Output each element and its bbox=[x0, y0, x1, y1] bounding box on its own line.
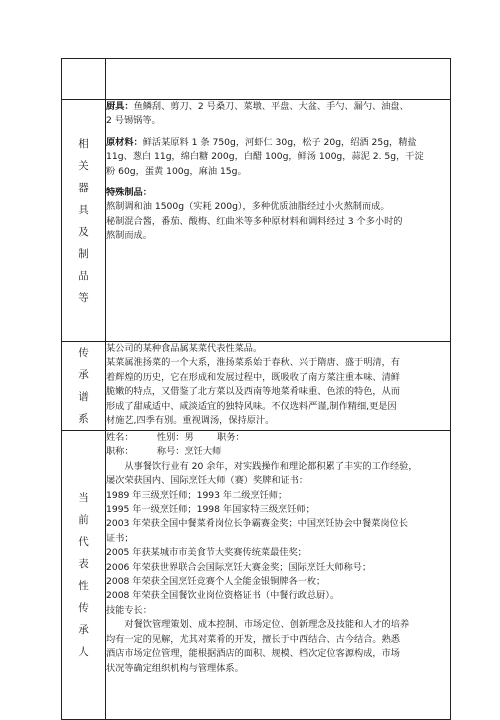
person-title-line: 职称： 称号：烹饪大师 bbox=[106, 446, 222, 458]
person-label-cell bbox=[62, 431, 106, 720]
document-table bbox=[61, 58, 451, 720]
lineage-row bbox=[62, 342, 451, 431]
lineage-line-2: 某菜属淮扬菜的一个大系，淮扬菜系始于春秋、兴于隋唐、盛于明清，有 bbox=[106, 357, 400, 369]
tools-label-cell bbox=[62, 100, 106, 342]
skills-line-1: 对餐饮管理策划、成本控制、市场定位、创新理念及技能和人才的培养 bbox=[124, 619, 410, 631]
utensils-line-1: 厨具：鱼鳞刮、剪刀、2 号桑刀、菜墩、平盘、大盆、手勺、漏勺、油盘、 bbox=[106, 101, 409, 112]
award-line: 2006 年荣获世界联合会国际烹饪大赛金奖；国际烹饪大师称号； bbox=[106, 561, 372, 573]
person-row bbox=[62, 431, 451, 720]
tools-row bbox=[62, 100, 451, 342]
lineage-label: 传 承 谱 系 bbox=[78, 347, 89, 425]
special-line-1: 熬制调和油 1500g（实耗 200g），多种优质油脂经过小火熬制而成。 bbox=[106, 201, 390, 213]
person-label: 当 前 代 表 性 传 承 人 bbox=[78, 492, 89, 658]
lineage-content bbox=[106, 342, 451, 431]
skills-line-4: 状况等确定组织机构与管理体系。 bbox=[106, 662, 244, 674]
ingredients-line-1: 原材料：鲜活某原料 1 条 750g，河虾仁 30g，松子 20g，绍酒 25g，精盐 bbox=[106, 136, 417, 148]
skills-line-3: 酒店市场定位管理，能根据酒店的面积、规模、档次定位客源构成，市场 bbox=[106, 648, 400, 660]
award-line: 2008 年荣获全国烹饪竞赛个人全能金银铜牌各一枚； bbox=[106, 576, 326, 588]
blank-content-cell bbox=[106, 59, 451, 100]
lineage-line-1: 某公司的某种食品属某菜代表性菜品。 bbox=[106, 343, 263, 354]
special-line-3: 熬制而成。 bbox=[106, 230, 152, 242]
lineage-line-3: 着辉煌的历史，它在形成和发展过程中，既吸收了南方菜注重本味、清鲜 bbox=[106, 371, 400, 383]
tools-label: 相 关 器 具 及 制 品 等 bbox=[78, 137, 89, 304]
award-line: 2003 年荣获全国中餐菜肴岗位长争霸赛金奖；中国烹饪协会中餐菜岗位长 bbox=[106, 518, 408, 530]
lineage-line-4: 脆嫩的特点，又借鉴了北方菜以及西南等地菜肴味重、色浓的特色，从而 bbox=[106, 386, 400, 398]
tools-content bbox=[106, 100, 451, 342]
special-title: 特殊制品： bbox=[106, 187, 152, 199]
blank-row bbox=[62, 59, 451, 100]
utensils-line-2: 2 号锡锅等。 bbox=[106, 115, 161, 127]
skills-title: 技能专长： bbox=[106, 604, 152, 616]
award-line: 2008 年荣获全国餐饮业岗位资格证书（中餐行政总厨）。 bbox=[106, 590, 340, 602]
ingredients-title: 原材料： bbox=[106, 136, 143, 148]
award-line: 1989 年三级烹饪师；1993 年二级烹饪师； bbox=[106, 489, 288, 501]
blank-label-cell bbox=[62, 59, 106, 100]
utensils-title: 厨具： bbox=[106, 101, 134, 112]
person-intro-line-1: 从事餐饮行业有 20 余年，对实践操作和理论都积累了丰实的工作经验， bbox=[124, 460, 418, 472]
ingredients-line-3: 粉 60g，蛋黄 100g，麻油 15g。 bbox=[106, 165, 247, 177]
lineage-label-cell bbox=[62, 342, 106, 431]
lineage-line-6: 材施艺,四季有别。重视调汤，保持原汁。 bbox=[106, 415, 275, 427]
special-line-2: 秘制混合酱，番茄、酸梅、红曲米等多种原材料和调料经过 3 个多小时的 bbox=[106, 215, 403, 227]
award-line: 1995 年一级烹饪师；1998 年国家特三级烹饪师； bbox=[106, 504, 315, 516]
skills-line-2: 均有一定的见解，尤其对菜肴的开发，擅长于中西结合、古今结合。熟悉 bbox=[106, 633, 400, 645]
person-name-line: 姓名： 性别：男 职务： bbox=[106, 432, 245, 443]
ingredients-line-2: 11g、葱白 11g，绵白糖 200g，白醋 100g，鲜汤 100g，蒜泥 2. 5g，干淀 bbox=[106, 151, 424, 163]
person-intro-line-2: 屡次荣获国内、国际烹饪大师（赛）奖牌和证书： bbox=[106, 475, 309, 487]
person-content bbox=[106, 431, 451, 720]
award-line: 证书； bbox=[106, 532, 134, 544]
award-line: 2005 年获某城市市美食节大奖赛传统菜最佳奖； bbox=[106, 547, 307, 559]
lineage-line-5: 形成了甜咸适中、咸淡适宜的独特风味。不仅选料严谨,制作精细,更是因 bbox=[106, 400, 397, 412]
